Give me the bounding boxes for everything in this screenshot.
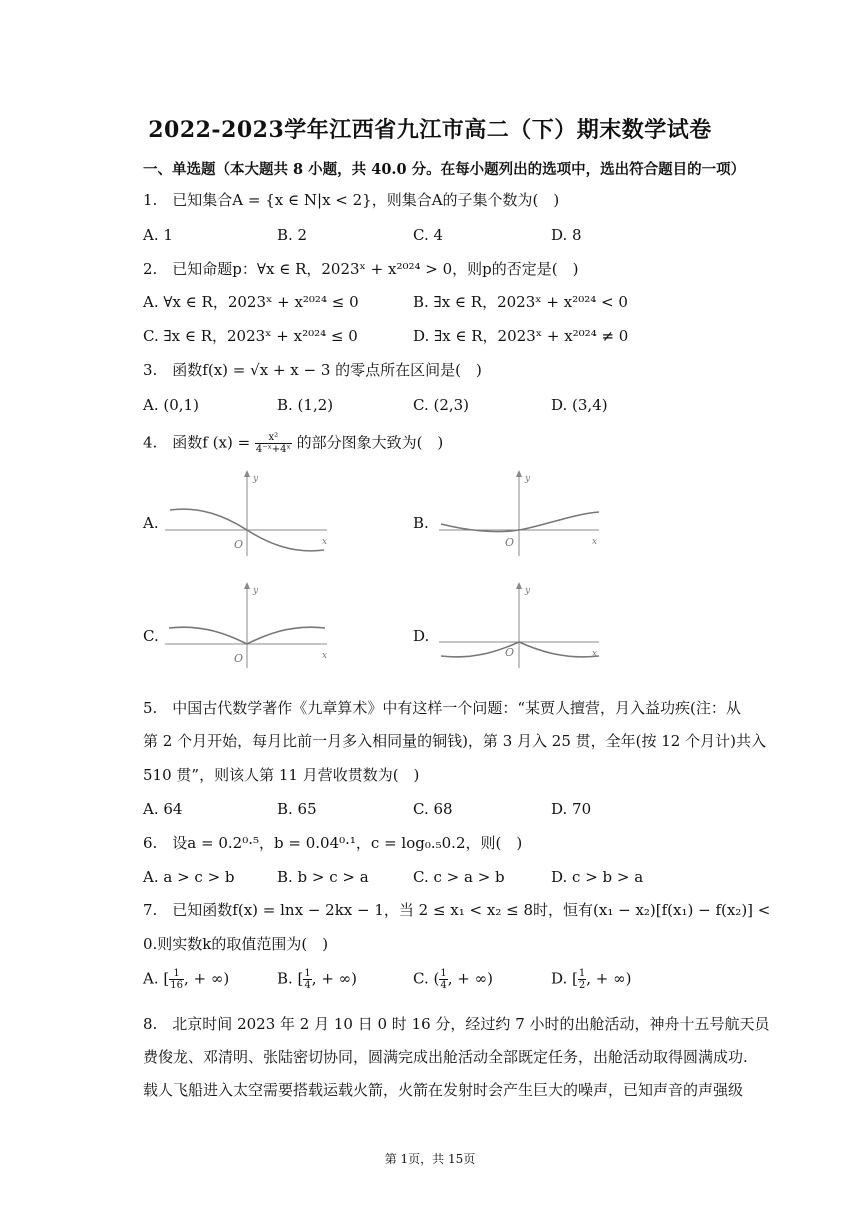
q7-a-suffix: , + ∞) [183, 969, 230, 988]
question-4 [143, 432, 443, 455]
graph-d-y-label: y [525, 586, 531, 596]
q7-d-num: 1 [578, 968, 586, 979]
question-2: 2. 已知命题p：∀x ∈ R，2023ˣ + x²⁰²⁴ > 0，则p的否定是( ) [143, 260, 579, 278]
q3-option-c: C. (2,3) [413, 396, 470, 414]
graph-a-x-label: x [322, 537, 328, 547]
graph-c [165, 580, 335, 670]
q1-option-a: A. 1 [143, 226, 173, 244]
graph-b [435, 468, 605, 558]
graph-b-x-label: x [592, 537, 598, 547]
question-3: 3. 函数f(x) = √x + x − 3 的零点所在区间是( ) [143, 361, 482, 379]
q3-option-d: D. (3,4) [551, 396, 608, 414]
q1-option-b: B. 2 [277, 226, 308, 244]
question-5-line-1: 5. 中国古代数学著作《九章算术》中有这样一个问题：“某贾人擅营，月入益功疾(注：从 [143, 699, 741, 717]
q7-c-den: 4 [440, 980, 447, 991]
q1-option-d: D. 8 [551, 226, 582, 244]
q7-d-suffix: , + ∞) [586, 969, 632, 988]
q7-a-prefix: A. [ [143, 969, 170, 988]
question-8-line-2: 费俊龙、邓清明、张陆密切协同，圆满完成出舱活动全部既定任务，出舱活动取得圆满成功. [143, 1048, 748, 1066]
q6-option-a: A. a > c > b [143, 868, 235, 886]
q7-d-prefix: D. [ [551, 969, 578, 988]
q4-stem-suffix: 的部分图象大致为( ) [296, 433, 444, 452]
q7-b-fraction [303, 968, 311, 991]
question-6: 6. 设a = 0.2⁰·⁵，b = 0.04⁰·¹，c = log₀.₅0.2，则( ) [143, 834, 523, 852]
graph-b-y-label: y [525, 474, 531, 484]
page-title: 2022-2023学年江西省九江市高二（下）期末数学试卷 [148, 117, 712, 143]
q5-option-c: C. 68 [413, 800, 453, 818]
graph-d [435, 580, 605, 670]
q7-option-d [551, 968, 632, 991]
question-7-line-1: 7. 已知函数f(x) = lnx − 2kx − 1，当 2 ≤ x₁ < x₂ ≤ 8时，恒有(x₁ − x₂)[f(x₁) − f(x₂)] < [143, 901, 771, 919]
q7-d-fraction [578, 968, 586, 991]
q6-option-c: C. c > a > b [413, 868, 505, 886]
q4-option-b: B. [413, 514, 429, 532]
q7-b-num: 1 [304, 968, 311, 979]
q7-c-fraction [439, 968, 447, 991]
graph-b-origin: O [505, 536, 515, 549]
q7-c-prefix: C. ( [413, 969, 440, 988]
q3-option-a: A. (0,1) [143, 396, 199, 414]
graph-c-origin: O [234, 652, 244, 665]
section-heading: 一、单选题（本大题共 8 小题，共 40.0 分。在每小题列出的选项中，选出符合题目的一项） [143, 161, 746, 178]
q7-a-num: 1 [169, 968, 184, 980]
q7-c-suffix: , + ∞) [447, 969, 493, 988]
q4-denominator: 4⁻ˣ+4ˣ [255, 444, 291, 455]
graph-d-origin: O [505, 646, 515, 659]
q6-option-b: B. b > c > a [277, 868, 369, 886]
question-8-line-3: 载人飞船进入太空需要搭载运载火箭，火箭在发射时会产生巨大的噪声，已知声音的声强级 [143, 1081, 744, 1099]
q4-numerator: x² [255, 432, 292, 444]
q4-option-c: C. [143, 627, 159, 645]
graph-c-x-label: x [322, 651, 328, 661]
q2-option-d: D. ∃x ∈ R，2023ˣ + x²⁰²⁴ ≠ 0 [413, 327, 629, 345]
q3-option-b: B. (1,2) [277, 396, 334, 414]
q7-a-den: 16 [170, 980, 183, 991]
q7-option-c [413, 968, 493, 991]
q7-b-prefix: B. [ [277, 969, 304, 988]
q7-c-num: 1 [440, 968, 447, 979]
q2-option-a: A. ∀x ∈ R，2023ˣ + x²⁰²⁴ ≤ 0 [143, 293, 359, 311]
q4-option-a: A. [143, 514, 159, 532]
q5-option-b: B. 65 [277, 800, 317, 818]
graph-a-y-label: y [253, 474, 259, 484]
q5-option-d: D. 70 [551, 800, 592, 818]
graph-a [165, 468, 335, 558]
q7-b-den: 4 [304, 980, 311, 991]
q7-b-suffix: , + ∞) [311, 969, 358, 988]
q2-option-c: C. ∃x ∈ R，2023ˣ + x²⁰²⁴ ≤ 0 [143, 327, 358, 345]
q4-option-d: D. [413, 627, 430, 645]
page-footer: 第 1页，共 15页 [384, 1152, 476, 1166]
q4-stem-prefix: 4. 函数f (x) = [143, 433, 251, 452]
question-8-line-1: 8. 北京时间 2023 年 2 月 10 日 0 时 16 分，经过约 7 小时的出舱活动，神舟十五号航天员 [143, 1015, 770, 1033]
question-1: 1. 已知集合A = {x ∈ N|x < 2}，则集合A的子集个数为( ) [143, 191, 560, 209]
graph-a-origin: O [234, 538, 244, 551]
q7-option-b [277, 968, 357, 991]
q7-a-fraction [169, 968, 184, 991]
q7-d-den: 2 [578, 980, 586, 991]
question-7-line-2: 0.则实数k的取值范围为( ) [143, 935, 329, 953]
graph-c-y-label: y [253, 586, 259, 596]
q4-fraction [255, 432, 292, 455]
q7-option-a [143, 968, 229, 991]
question-5-line-2: 第 2 个月开始，每月比前一月多入相同量的铜钱)，第 3 月入 25 贯，全年(按 12 个月计)共入 [143, 732, 766, 750]
q6-option-d: D. c > b > a [551, 868, 644, 886]
q5-option-a: A. 64 [143, 800, 183, 818]
question-5-line-3: 510 贯”，则该人第 11 月营收贯数为( ) [143, 766, 420, 784]
graph-d-x-label: x [592, 649, 598, 659]
q2-option-b: B. ∃x ∈ R，2023ˣ + x²⁰²⁴ < 0 [413, 293, 628, 311]
q1-option-c: C. 4 [413, 226, 444, 244]
